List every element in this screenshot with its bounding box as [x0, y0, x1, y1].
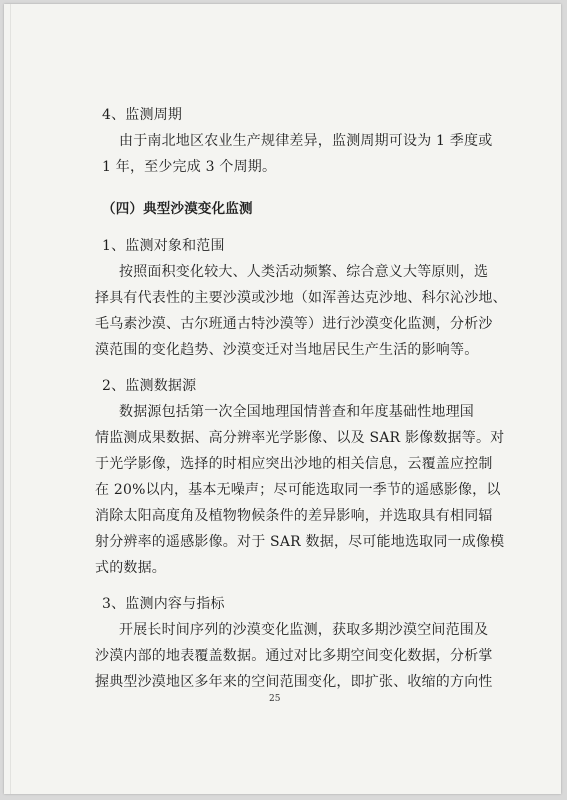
section-2-line-2: 情监测成果数据、高分辨率光学影像、以及 SAR 影像数据等。对	[95, 430, 505, 446]
section-2-line-5: 消除太阳高度角及植物物候条件的差异影响，并选取具有相同辐	[95, 508, 493, 524]
document-page	[4, 4, 561, 794]
section-2-line-1: 数据源包括第一次全国地理国情普查和年度基础性地理国	[119, 404, 474, 420]
section-1-line-2: 择具有代表性的主要沙漠或沙地（如浑善达克沙地、科尔沁沙地、	[95, 290, 507, 306]
page-content	[4, 4, 561, 794]
section-4-line-2: 1 年，至少完成 3 个周期。	[102, 159, 277, 175]
section-4-line-1: 由于南北地区农业生产规律差异，监测周期可设为 1 季度或	[119, 133, 493, 149]
section-2-title: 2、监测数据源	[102, 378, 197, 394]
section-4-title: 4、监测周期	[102, 107, 183, 123]
section-2-line-7: 式的数据。	[95, 560, 166, 576]
section-2-line-4: 在 20%以内，基本无噪声；尽可能选取同一季节的遥感影像，以	[95, 482, 501, 498]
section-1-line-4: 漠范围的变化趋势、沙漠变迁对当地居民生产生活的影响等。	[95, 342, 479, 358]
section-3-line-3: 握典型沙漠地区多年来的空间范围变化，即扩张、收缩的方向性	[95, 674, 493, 690]
page-number: 25	[269, 694, 281, 704]
section-1-title: 1、监测对象和范围	[102, 238, 225, 254]
section-3-line-2: 沙漠内部的地表覆盖数据。通过对比多期空间变化数据，分析掌	[95, 648, 493, 664]
section-1-line-1: 按照面积变化较大、人类活动频繁、综合意义大等原则，选	[119, 264, 489, 280]
section-1-line-3: 毛乌素沙漠、古尔班通古特沙漠等）进行沙漠变化监测，分析沙	[95, 316, 493, 332]
section-3-line-1: 开展长时间序列的沙漠变化监测，获取多期沙漠空间范围及	[119, 622, 489, 638]
section-2-line-6: 射分辨率的遥感影像。对于 SAR 数据，尽可能地选取同一成像模	[95, 534, 505, 550]
section-2-line-3: 于光学影像，选择的时相应突出沙地的相关信息，云覆盖应控制	[95, 456, 493, 472]
part-4-heading: （四）典型沙漠变化监测	[102, 201, 253, 217]
section-3-title: 3、监测内容与指标	[102, 596, 225, 612]
